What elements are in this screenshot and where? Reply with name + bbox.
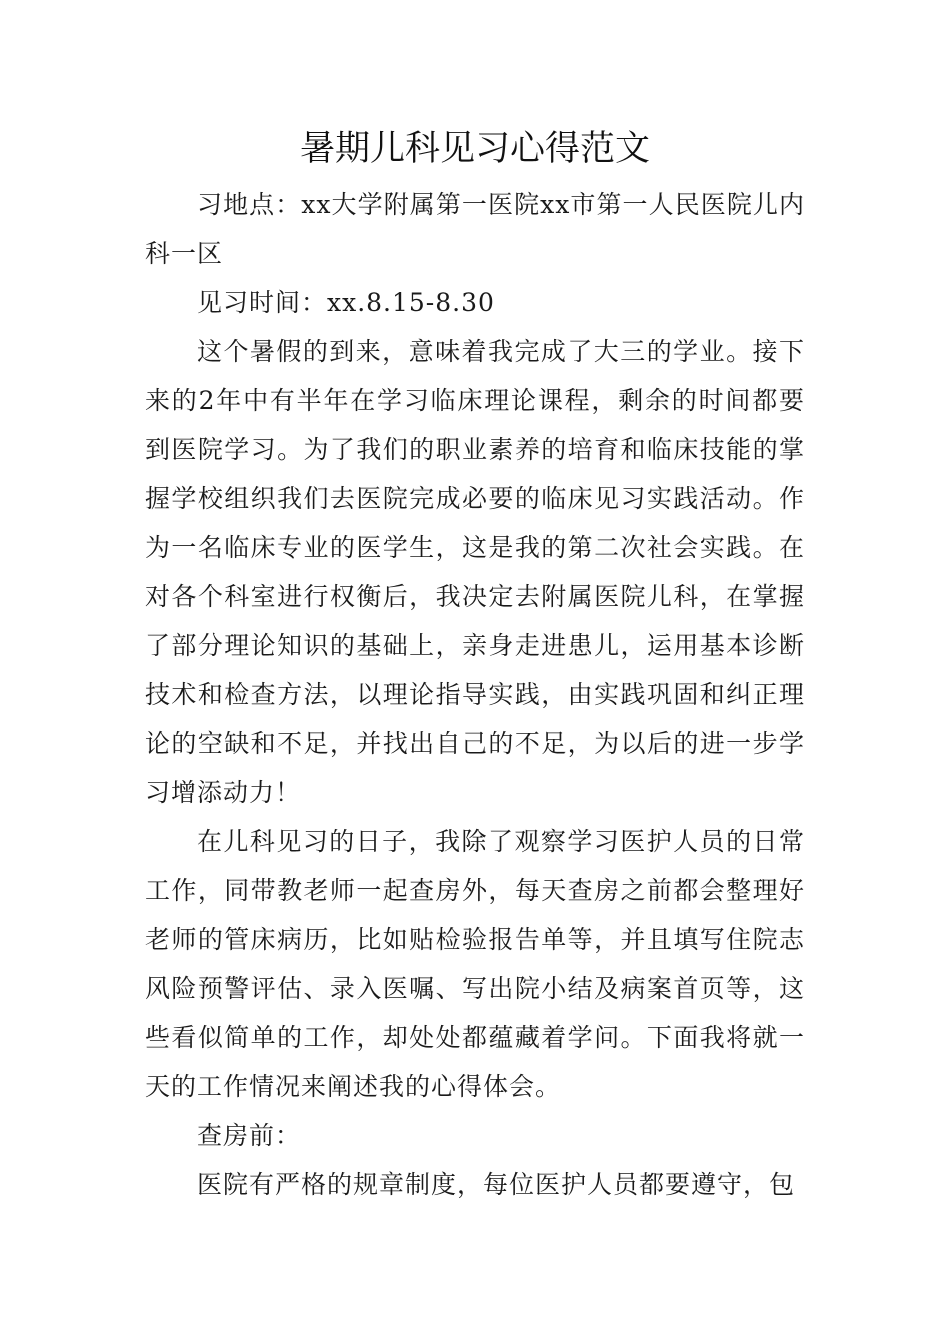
paragraph-before-rounds-heading: 查房前： <box>197 1121 302 1150</box>
document-title: 暑期儿科见习心得范文 <box>299 129 650 169</box>
paragraph-daily-work: 在儿科见习的日子，我除了观察学习医护人员的日常工作，同带教老师一起查房外，每天查房之前都会整理好老师的管床病历，比如贴检验报告单等，并且填写住院志风险预警评估、录入医嘱、写出院小结及病案首页等，这些看似简单的工作，却处处都蕴藏着学问。下面我将就一天的工作情况来阐述我的心得体会。 <box>145 827 805 1101</box>
paragraph-rules: 医院有严格的规章制度，每位医护人员都要遵守，包 <box>197 1170 796 1199</box>
paragraph-location: 习地点：xx大学附属第一医院xx市第一人民医院儿内科一区 <box>145 190 805 268</box>
paragraph-time: 见习时间：xx.8.15-8.30 <box>197 288 495 317</box>
paragraph-intro: 这个暑假的到来，意味着我完成了大三的学业。接下来的2年中有半年在学习临床理论课程，剩余的时间都要到医院学习。为了我们的职业素养的培育和临床技能的掌握学校组织我们去医院完成必要的临床见习实践活动。作为一名临床专业的医学生，这是我的第二次社会实践。在对各个科室进行权衡后，我决定去附属医院儿科，在掌握了部分理论知识的基础上，亲身走进患儿，运用基本诊断技术和检查方法，以理论指导实践，由实践巩固和纠正理论的空缺和不足，并找出自己的不足，为以后的进一步学习增添动力！ <box>145 337 805 807</box>
document-body <box>145 180 805 1209</box>
